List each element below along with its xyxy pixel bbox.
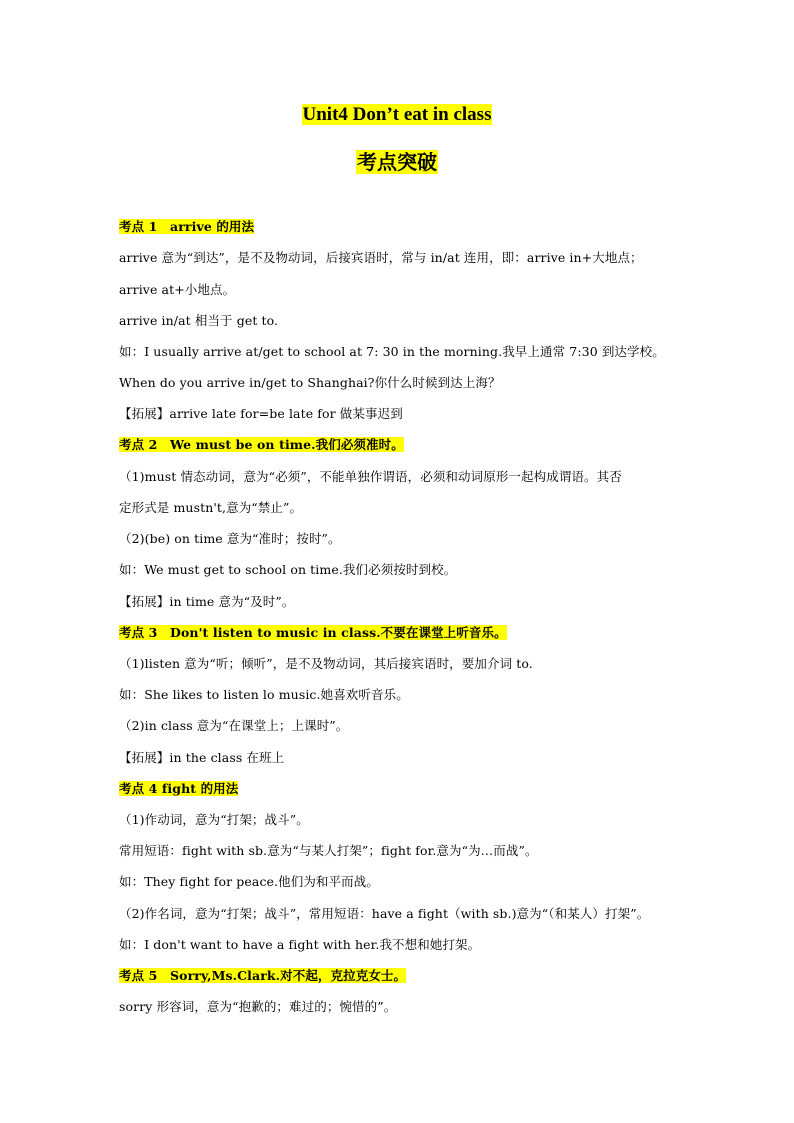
body-line: （1)作动词，意为“打架；战斗”。 [119,812,309,827]
section-heading-5: 考点 5 Sorry,Ms.Clark.对不起，克拉克女士。 [119,968,407,983]
section-heading-3: 考点 3 Don't listen to music in class.不要在课堂上听音乐。 [119,625,507,640]
body-line: arrive at+小地点。 [119,282,236,297]
body-line: （2)作名词，意为“打架；战斗”，常用短语：have a fight（with sb.)意为“（和某人）打架”。 [119,906,650,921]
body-line: arrive 意为“到达”，是不及物动词，后接宾语时，常与 in/at 连用，即：arrive in+大地点； [119,250,643,265]
body-line: arrive in/at 相当于 get to. [119,313,279,328]
body-line: （1)listen 意为“听；倾听”，是不及物动词，其后接宾语时，要加介词 to. [119,656,533,671]
example-line: 如：We must get to school on time.我们必须按时到校。 [119,562,457,577]
section-heading-1: 考点 1 arrive 的用法 [119,219,255,234]
body-line: 定形式是 mustn't,意为“禁止”。 [119,500,303,515]
body-line: （2)in class 意为“在课堂上；上课时”。 [119,718,349,733]
example-line: 如：They fight for peace.他们为和平而战。 [119,874,379,889]
example-line: 如：She likes to listen lo music.她喜欢听音乐。 [119,687,409,702]
document-subtitle: 考点突破 [357,150,437,174]
body-line: sorry 形容词，意为“抱歉的；难过的；惋惜的”。 [119,999,397,1014]
body-line: （1)must 情态动词，意为“必须”，不能单独作谓语，必须和动词原形一起构成谓语。其否 [119,469,622,484]
extension-line: 【拓展】arrive late for=be late for 做某事迟到 [119,406,403,421]
extension-line: 【拓展】in the class 在班上 [119,750,285,765]
section-heading-4: 考点 4 fight 的用法 [119,781,239,796]
document-title: Unit4 Don’t eat in class [302,104,492,125]
body-line: 常用短语：fight with sb.意为“与某人打架”；fight for.意为“为…而战”。 [119,843,538,858]
example-line: When do you arrive in/get to Shanghai?你什么时候到达上海？ [119,375,501,390]
body-line: （2)(be) on time 意为“准时；按时”。 [119,531,341,546]
extension-line: 【拓展】in time 意为“及时”。 [119,594,295,609]
example-line: 如：I don't want to have a fight with her.我不想和她打架。 [119,937,481,952]
section-heading-2: 考点 2 We must be on time.我们必须准时。 [119,437,404,452]
example-line: 如：I usually arrive at/get to school at 7: 30 in the morning.我早上通常 7:30 到达学校。 [119,344,665,359]
